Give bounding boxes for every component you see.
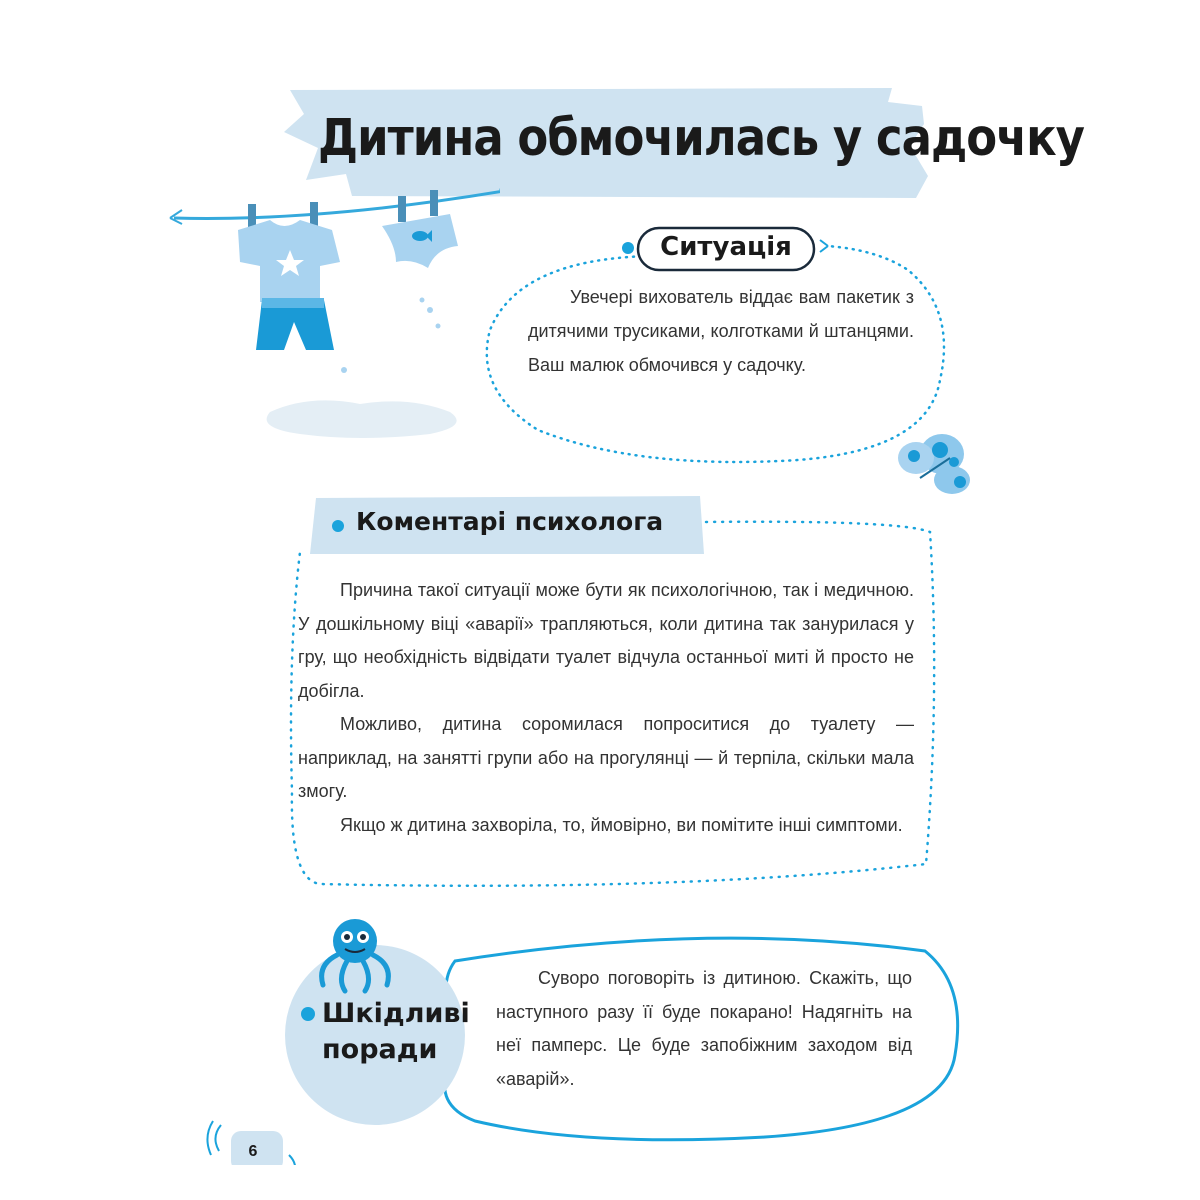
advice-label-line1: Шкідливі <box>322 998 470 1029</box>
page-title: Дитина обмочилась у садочку <box>318 108 1084 168</box>
comments-paragraph: Якщо ж дитина захворіла, то, ймовірно, ви помітите інші симптоми. <box>340 814 903 835</box>
comments-paragraph: Причина такої ситуації може бути як психологічною, так і медичною. У дошкільному віці «аварії» трапляються, коли дитина так занурилася у гру, що необхідність відвідати туалет відчула останньої миті й просто не добігла. <box>298 580 914 701</box>
comments-body <box>298 574 914 842</box>
bullet-dot-icon <box>301 1007 315 1021</box>
bullet-dot-icon <box>622 242 634 254</box>
situation-label: Ситуація <box>660 232 792 262</box>
comments-paragraph: Можливо, дитина соромилася попроситися до туалету — наприклад, на занятті групи або на прогулянці — й терпіла, скільки мала змогу. <box>298 714 914 801</box>
advice-label <box>322 996 472 1068</box>
advice-text: Суворо поговоріть із дитиною. Скажіть, що наступного разу її буде покарано! Надягніть на неї памперс. Це буде запобіжним заходом від «аварій». <box>496 968 912 1089</box>
advice-label-line2: поради <box>322 1034 438 1065</box>
comments-header: Коментарі психолога <box>356 507 664 536</box>
page-number: 6 <box>248 1143 258 1160</box>
clothesline-illustration <box>160 150 500 450</box>
bullet-dot-icon <box>332 520 344 532</box>
situation-text: Увечері вихователь віддає вам пакетик з дитячими трусиками, колготками й штанцями. Ваш малюк обмочився у садочку. <box>528 287 914 375</box>
butterfly-icon <box>890 428 982 500</box>
